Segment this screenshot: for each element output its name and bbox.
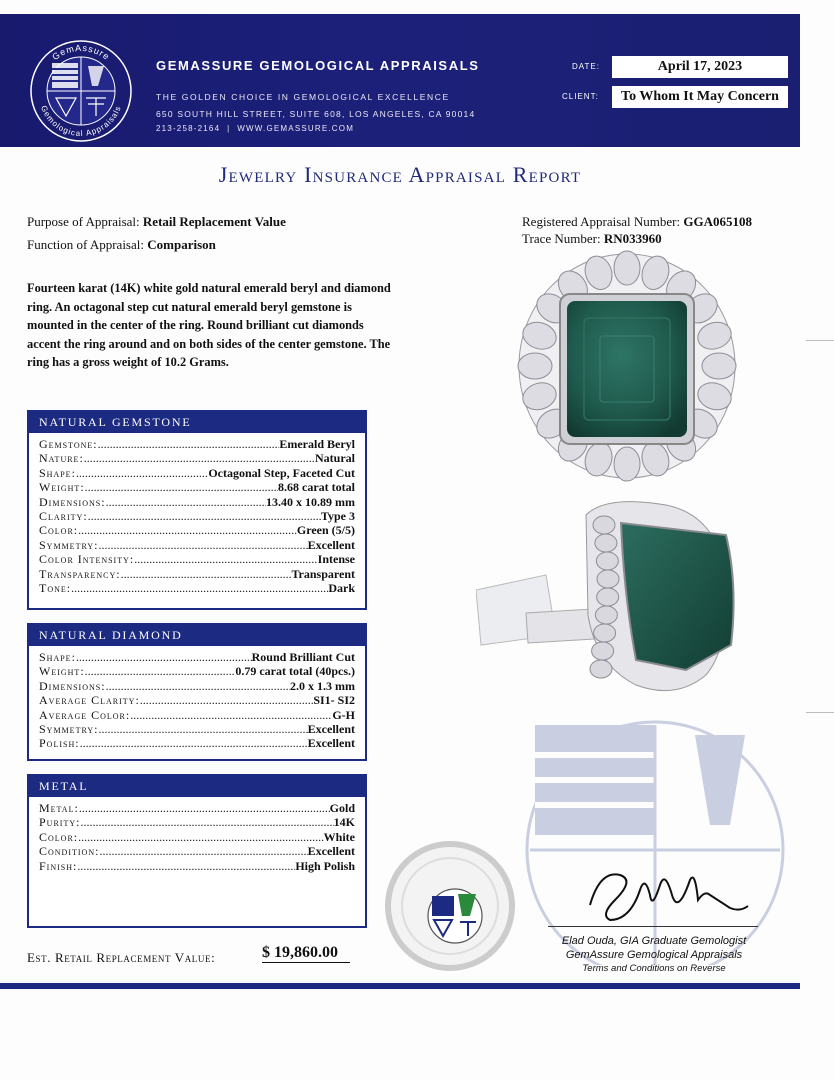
client-value: To Whom It May Concern xyxy=(612,86,788,108)
metal-row xyxy=(39,830,355,844)
gemstone-row xyxy=(39,552,355,566)
field-label: Finish: xyxy=(39,858,78,873)
gemstone-panel xyxy=(27,410,367,610)
leader-dots xyxy=(98,437,280,451)
halo-petal xyxy=(594,624,616,642)
field-value: SI1- SI2 xyxy=(313,693,355,708)
leader-dots xyxy=(85,480,278,494)
metal-row xyxy=(39,859,355,873)
field-label: Gemstone: xyxy=(39,437,98,451)
leader-dots xyxy=(71,581,328,595)
field-value: White xyxy=(323,829,355,844)
purpose-value: Retail Replacement Value xyxy=(142,214,286,229)
leader-dots xyxy=(78,523,297,537)
appraiser-signature xyxy=(580,860,750,930)
appraiser-company: GemAssure Gemological Appraisals xyxy=(565,949,743,961)
ring-photo-top xyxy=(512,246,742,486)
field-label: Clarity: xyxy=(39,509,88,524)
contact-separator: | xyxy=(227,124,231,133)
field-value: Round Brilliant Cut xyxy=(251,650,355,664)
diamond-row xyxy=(39,679,355,693)
field-value: 14K xyxy=(333,815,355,830)
leader-dots xyxy=(121,567,292,581)
signature-line xyxy=(548,926,758,927)
diamond-row xyxy=(39,722,355,736)
halo-petal xyxy=(595,606,617,624)
leader-dots xyxy=(134,552,317,566)
leader-dots xyxy=(79,801,330,815)
company-website[interactable]: WWW.GEMASSURE.COM xyxy=(237,124,355,133)
field-label: Transparency: xyxy=(39,566,121,581)
gemstone-row xyxy=(39,581,355,595)
signature-block xyxy=(548,934,760,976)
leader-dots xyxy=(99,844,307,858)
field-value: 8.68 carat total xyxy=(278,480,355,495)
terms-link[interactable]: Terms and Conditions on Reverse xyxy=(582,963,726,974)
field-value: 2.0 x 1.3 mm xyxy=(290,678,355,693)
embossed-seal xyxy=(380,838,520,973)
field-value: Dark xyxy=(328,581,355,596)
halo-petal xyxy=(614,447,640,481)
function-value: Comparison xyxy=(147,237,216,252)
purpose-line xyxy=(27,214,286,230)
halo-petal xyxy=(518,353,552,379)
field-value: 0.79 carat total (40pcs.) xyxy=(235,664,355,679)
field-value: Green (5/5) xyxy=(296,523,355,538)
gemstone-heading: NATURAL GEMSTONE xyxy=(29,412,365,433)
field-label: Symmetry: xyxy=(39,722,99,737)
metal-row xyxy=(39,815,355,829)
field-label: Color Intensity: xyxy=(39,552,135,567)
halo-petal xyxy=(702,353,736,379)
company-tagline: THE GOLDEN CHOICE IN GEMOLOGICAL EXCELLENCE xyxy=(156,92,450,102)
field-label: Weight: xyxy=(39,480,85,495)
gemstone-row xyxy=(39,567,355,581)
scan-mark xyxy=(806,340,834,341)
gemstone-row xyxy=(39,509,355,523)
metal-heading: METAL xyxy=(29,776,365,797)
company-address: 650 SOUTH HILL STREET, SUITE 608, LOS ANGELES, CA 90014 xyxy=(156,109,476,119)
metal-panel xyxy=(27,774,367,928)
leader-dots xyxy=(78,830,324,844)
halo-petal xyxy=(596,552,618,570)
field-value: Intense xyxy=(317,552,355,567)
field-label: Color: xyxy=(39,829,79,844)
gemstone-row xyxy=(39,437,355,451)
leader-dots xyxy=(77,859,295,873)
diamond-row xyxy=(39,708,355,722)
scan-mark xyxy=(806,712,834,713)
ring-photo-angle xyxy=(476,495,766,710)
leader-dots xyxy=(84,451,315,465)
field-value: G-H xyxy=(332,707,355,722)
field-label: Average Clarity: xyxy=(39,693,140,708)
registration-label: Registered Appraisal Number: xyxy=(522,214,681,229)
field-label: Color: xyxy=(39,523,79,538)
field-label: Purity: xyxy=(39,815,81,830)
diamond-rows xyxy=(29,646,365,751)
halo-petal xyxy=(597,570,619,588)
halo-petal xyxy=(590,660,612,678)
seal-text-top: GemAssure xyxy=(50,42,112,63)
company-seal-logo xyxy=(26,36,136,146)
leader-dots xyxy=(76,650,252,664)
function-line xyxy=(27,237,216,253)
valuation-value: $ 19,860.00 xyxy=(262,944,350,963)
field-value: Natural xyxy=(315,451,355,466)
leader-dots xyxy=(88,509,321,523)
leader-dots xyxy=(76,466,208,480)
gemstone-row xyxy=(39,538,355,552)
company-name: GEMASSURE GEMOLOGICAL APPRAISALS xyxy=(156,58,480,73)
leader-dots xyxy=(106,679,290,693)
leader-dots xyxy=(140,693,314,707)
field-label: Nature: xyxy=(39,451,84,466)
gemstone-rows xyxy=(29,433,365,595)
client-label: CLIENT: xyxy=(562,92,599,101)
field-label: Average Color: xyxy=(39,707,131,722)
gemstone-row xyxy=(39,495,355,509)
field-label: Condition: xyxy=(39,844,100,859)
field-label: Dimensions: xyxy=(39,678,106,693)
diamond-row xyxy=(39,693,355,707)
halo-petal xyxy=(597,588,619,606)
gemstone-row xyxy=(39,451,355,465)
company-phone: 213-258-2164 xyxy=(156,124,221,133)
diamond-row xyxy=(39,650,355,664)
leader-dots xyxy=(98,722,307,736)
halo-petal xyxy=(592,642,614,660)
field-label: Polish: xyxy=(39,736,80,751)
field-label: Shape: xyxy=(39,465,76,480)
metal-row xyxy=(39,801,355,815)
function-label: Function of Appraisal: xyxy=(27,237,144,252)
halo-petal xyxy=(593,516,615,534)
leader-dots xyxy=(106,495,266,509)
gemstone-row xyxy=(39,523,355,537)
field-label: Dimensions: xyxy=(39,494,106,509)
gemstone-row xyxy=(39,466,355,480)
purpose-label: Purpose of Appraisal: xyxy=(27,214,140,229)
diamond-panel xyxy=(27,623,367,761)
halo-petal xyxy=(614,251,640,285)
diamond-heading: NATURAL DIAMOND xyxy=(29,625,365,646)
registration-value: GGA065108 xyxy=(683,214,753,229)
company-contact xyxy=(156,124,354,133)
report-title: Jewelry Insurance Appraisal Report xyxy=(218,162,582,187)
field-value: Octagonal Step, Faceted Cut xyxy=(208,465,355,480)
field-value: Emerald Beryl xyxy=(279,437,355,451)
field-value: Excellent xyxy=(307,736,355,751)
field-value: High Polish xyxy=(295,858,355,873)
leader-dots xyxy=(85,664,236,678)
diamond-row xyxy=(39,664,355,678)
field-value: Excellent xyxy=(307,537,355,552)
seal-text-bottom: Gemological Appraisals xyxy=(39,104,123,139)
field-label: Weight: xyxy=(39,664,85,679)
footer-bar xyxy=(0,983,800,989)
metal-rows xyxy=(29,797,365,873)
gemstone-row xyxy=(39,480,355,494)
field-value: Type 3 xyxy=(320,509,355,524)
field-label: Shape: xyxy=(39,650,76,664)
leader-dots xyxy=(130,708,332,722)
field-value: 13.40 x 10.89 mm xyxy=(266,494,355,509)
trace-value: RN033960 xyxy=(603,231,662,246)
diamond-row xyxy=(39,736,355,750)
halo-petal xyxy=(595,534,617,552)
item-description: Fourteen karat (14K) white gold natural emerald beryl and diamond ring. An octagonal step cut natural emerald beryl gemstone is mounted in the center of the ring. Round brilliant cut diamonds accent the ring around and on both sides of the center gemstone. The ring has a gross weight of 10.2 Grams. xyxy=(27,281,391,369)
leader-dots xyxy=(80,736,308,750)
field-label: Tone: xyxy=(39,581,72,596)
field-value: Excellent xyxy=(307,844,355,859)
valuation-label: Est. Retail Replacement Value: xyxy=(27,950,216,965)
metal-row xyxy=(39,844,355,858)
trace-label: Trace Number: xyxy=(522,231,601,246)
leader-dots xyxy=(98,538,307,552)
header-band xyxy=(0,14,800,147)
field-value: Transparent xyxy=(291,566,355,581)
field-value: Excellent xyxy=(307,722,355,737)
leader-dots xyxy=(80,815,333,829)
registration-line xyxy=(522,214,752,230)
field-label: Metal: xyxy=(39,801,79,815)
date-value: April 17, 2023 xyxy=(612,56,788,78)
trace-line xyxy=(522,231,662,247)
appraiser-name: Elad Ouda, GIA Graduate Gemologist xyxy=(561,935,747,947)
field-value: Gold xyxy=(329,801,355,815)
field-label: Symmetry: xyxy=(39,537,99,552)
date-label: DATE: xyxy=(572,62,600,71)
